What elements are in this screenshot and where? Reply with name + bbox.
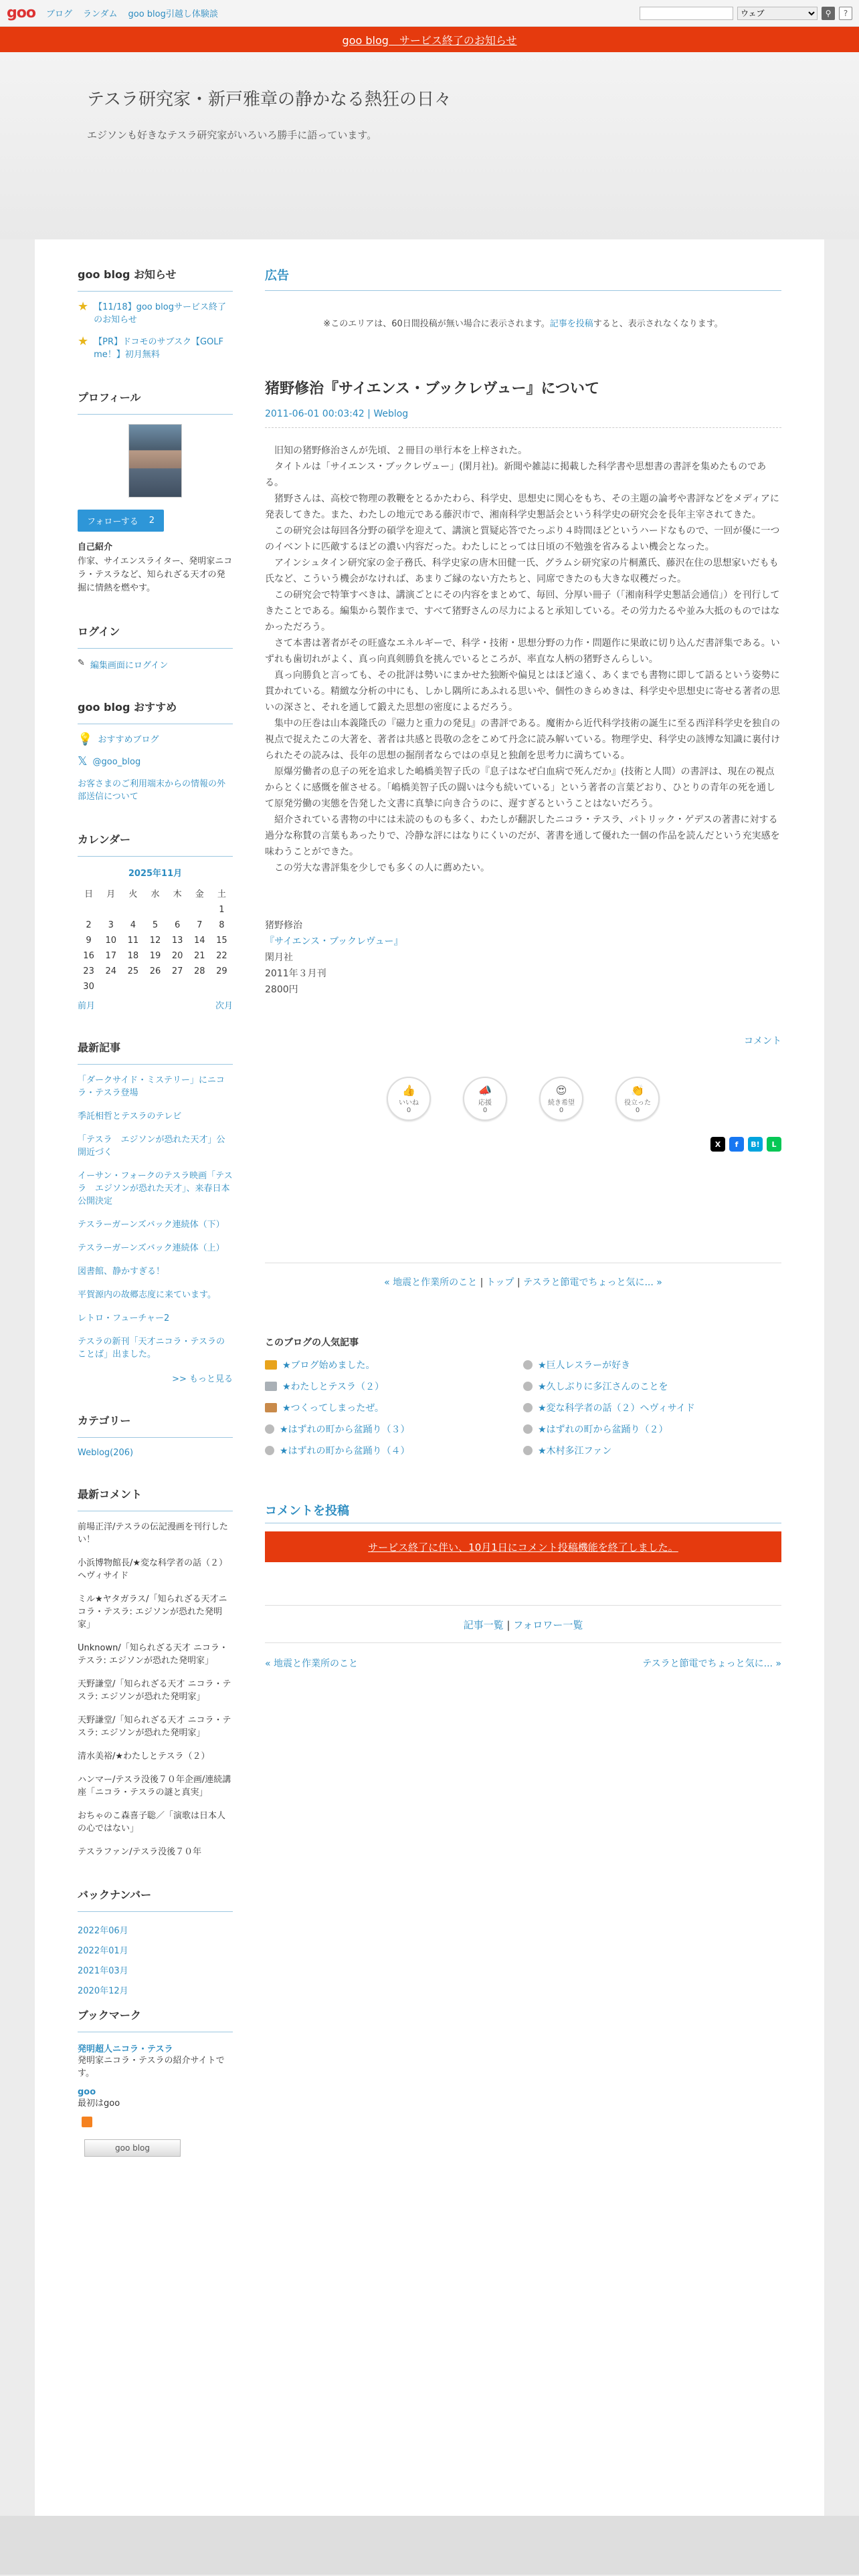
rank-dot-icon [523,1382,533,1391]
blog-header [0,52,859,239]
follower-count: 2 [149,516,155,526]
calendar-day: 17 [105,951,116,961]
login-heading: ログイン [78,623,233,649]
comments-section [78,1486,233,1858]
reaction-count: 0 [406,1106,411,1114]
news-item [78,301,233,326]
calendar-day [144,979,166,994]
sidebar [78,266,233,2476]
comment-closed-banner [265,1531,781,1562]
calendar-day: 6 [174,920,181,930]
intro-text: 作家、サイエンスライター、発明家ニコラ・テスラなど、知られざる天才の発掘に情熱を燃やす。 [78,556,233,593]
calendar-day: 16 [83,951,94,961]
book-author: 猪野修治 [265,920,302,931]
calendar-day [167,979,189,994]
star-icon: ★ [78,334,89,348]
entry-title[interactable]: 猪野修治『サイエンス・ブックレヴュー』について [265,381,600,397]
category-section [78,1412,233,1458]
weekday: 火 [128,889,138,899]
backnumber-link[interactable]: 2021年03月 [78,1966,128,1976]
calendar-day: 25 [127,966,139,976]
top-search [640,7,852,20]
popular-item [523,1380,781,1393]
hatena-share-icon[interactable]: B! [748,1137,763,1152]
calendar-day: 15 [216,936,227,946]
recent-comment[interactable]: 天野謙堂/「知られざる天才 ニコラ・テスラ: エジソンが恐れた発明家」 [78,1679,231,1702]
rank-dot-icon [265,1446,274,1455]
entry-paragraph: この研究会は毎回各分野の碩学を迎えて、講演と質疑応答でたっぷり４時間ほどというハードなもので、一回が優に一つのイベントに匹敵するほどの濃い内容だった。わたしにとっては日頃の不勉強を省みるよい機会となった。 [265,526,780,552]
popular-article-link[interactable]: ★木村多江ファン [538,1446,612,1457]
popular-article-link[interactable]: ★はずれの町から盆踊り（４） [280,1446,410,1457]
calendar-day: 19 [149,951,161,961]
popular-article-link[interactable]: ★久しぶりに多江さんのことを [538,1382,668,1392]
entry-paragraph: 旧知の猪野修治さんが先頃、２冊目の単行本を上梓された。 [274,445,527,456]
main-content [265,266,781,2476]
calendar-day: 1 [219,905,225,915]
pencil-icon: ✎ [78,658,85,668]
megaphone-icon: 📣 [478,1083,492,1097]
backnumber-list[interactable] [78,1921,233,1996]
calendar-day: 12 [149,936,161,946]
facebook-share-icon[interactable]: f [729,1137,744,1152]
goo-blog-badge[interactable]: goo blog [84,2139,181,2157]
calendar-day: 10 [105,936,116,946]
service-end-notice-link[interactable]: goo blog サービス終了のお知らせ [342,33,517,47]
rank-dot-icon [265,1424,274,1434]
entry-paragraph: 集中の圧巻は山本義隆氏の『磁力と重力の発見』の書評である。魔術から近代科学技術の誕生に至る西洋科学史を独自の視点で捉えたこの大著を、著者は共感と畏敬の念をこめて丹念に読み解いている。物理学史、科学史の該博な知識に裏付けられたその読みは、長年の思想の掘削者ならではの卓見と独創を思考力に満ちている。 [265,718,780,761]
book-date: 2011年３月刊 [265,968,326,979]
rank-dot-icon [523,1446,533,1455]
entry-date: 2011-06-01 00:03:42 [265,409,365,419]
recent-comment[interactable]: 前場正洋/テスラの伝記漫画を刊行したい！ [78,1522,228,1545]
weekday: 金 [195,889,204,899]
prev-next-nav [265,1656,781,1670]
comments-heading: 最新コメント [78,1486,233,1511]
recent-article-link[interactable]: イーサン・フォークのテスラ映画「テスラ エジソンが恐れた天才」、来春日本公開決定 [78,1171,233,1206]
search-icon[interactable]: ⚲ [822,7,835,20]
nav-blog[interactable]: ブログ [45,9,72,19]
backnumber-link[interactable]: 2022年06月 [78,1926,128,1936]
recent-comment[interactable]: おちゃのこ森喜子聡／「演歌は日本人の心ではない」 [78,1811,226,1834]
rank-dot-icon [523,1360,533,1370]
intro-heading: 自己紹介 [78,542,113,552]
rank-dot-icon [523,1424,533,1434]
heart-eyes-icon: 😍 [555,1083,567,1097]
backnumber-heading: バックナンバー [78,1887,233,1912]
calendar-day: 14 [194,936,205,946]
weekday: 木 [173,889,182,899]
popular-article-link[interactable]: ★はずれの町から盆踊り（２） [538,1424,668,1435]
recent-article-link[interactable]: テスラの新刊「天才ニコラ・テスラのことば」出ました。 [78,1337,225,1360]
reactions [265,1077,781,1121]
popular-article-link[interactable]: ★ブログ始めました。 [282,1360,375,1371]
calendar-day: 4 [130,920,136,930]
bookmark-link[interactable]: goo [78,2087,96,2097]
ad-note-text: すると、表示されなくなります。 [593,319,723,329]
recent-article-link[interactable]: 季託相哲とテスラのテレビ [78,1111,182,1121]
popular-article-link[interactable]: ★変な科学者の話（２）ヘヴィサイド [538,1403,695,1414]
calendar-day: 11 [127,936,139,946]
reaction-count: 0 [635,1106,640,1114]
login-link[interactable]: 編集画面にログイン [90,661,169,671]
calendar-day [211,979,233,994]
calendar-day [100,979,122,994]
calendar-day: 27 [171,966,183,976]
prev-entry-link[interactable]: « 地震と作業所のこと [265,1658,359,1669]
reaction-helpful-button[interactable] [615,1077,660,1121]
next-month-link[interactable]: 次月 [215,1001,233,1011]
calendar-day: 18 [127,951,139,961]
recommend-item [78,778,233,803]
line-share-icon[interactable]: L [767,1137,781,1152]
calendar-day [189,902,211,918]
calendar-day: 30 [83,982,94,992]
help-icon[interactable]: ? [839,7,852,20]
rss-icon[interactable] [82,2117,92,2127]
comment-closed-link[interactable]: サービス終了に伴い、10月1日にコメント投稿機能を終了しました。 [368,1541,678,1553]
reaction-label: 役立った [624,1099,651,1107]
recent-article-link[interactable]: レトロ・フューチャー2 [78,1313,170,1323]
popular-item [265,1380,523,1393]
calendar-day [100,902,122,918]
reaction-like-button[interactable] [387,1077,431,1121]
recommend-link[interactable]: @goo_blog [92,757,141,767]
recent-article-link[interactable]: 平賀源内の故郷志度に来ています。 [78,1290,216,1300]
popular-item [265,1358,523,1372]
news-heading: goo blog お知らせ [78,266,233,292]
bookmark-desc: 最初はgoo [78,2099,120,2109]
calendar-day [122,979,144,994]
bulb-icon: 💡 [78,732,93,746]
calendar-day: 13 [171,936,183,946]
entry-paragraph: 紹介されている書物の中には未読のものも多く、わたしが翻訳したニコラ・テスラ、パトリック・ゲデスの著書に対する過分な称賛の言葉もあったりで、冷静な評にはなりにくいのだが、著書を通して優れた一個の作品を読んだという充実感を味わうことができた。 [265,815,780,857]
entry-paragraph: タイトルは「サイエンス・ブックレヴュー」(閑月社)。新聞や雑誌に掲載した科学書や思想書の書評を集めたものである。 [265,461,767,488]
calendar-month[interactable]: 2025年11月 [128,869,183,879]
reaction-count: 0 [482,1106,488,1114]
weekday: 月 [106,889,116,899]
calendar-day: 22 [216,951,227,961]
backnumber-link[interactable]: 2022年01月 [78,1946,128,1956]
blog-description: エジソンも好きなテスラ研究家がいろいろ勝手に語っています。 [87,129,377,141]
rank-dot-icon [523,1403,533,1412]
calendar-day: 3 [108,920,114,930]
page-body [35,239,824,2516]
calendar-day: 23 [83,966,94,976]
calendar-day: 5 [152,920,159,930]
calendar-heading: カレンダー [78,831,233,857]
news-link[interactable]: 【11/18】goo blogサービス終了のお知らせ [94,302,226,325]
bookmark-link[interactable]: 発明超人ニコラ・テスラ [78,2044,173,2054]
popular-article-link[interactable]: ★巨人レスラーが好き [538,1360,631,1371]
entry-paragraph: さて本書は著者がその旺盛なエネルギーで、科学・技術・思想分野の力作・問題作に果敢に切り込んだ書評集である。いずれも歯切れがよく、真っ向真剣勝負を挑んでいるところが、率直な人柄の猪野さんらしい。 [265,638,780,665]
clap-icon: 👏 [631,1083,644,1097]
nav-migration-stories[interactable]: goo blog引越し体験談 [128,9,218,19]
ad-heading: 広告 [265,266,781,291]
recent-comment[interactable]: テスラファン/テスラ没後７０年 [78,1847,202,1857]
entry-paragraph: アインシュタイン研究家の金子務氏、科学史家の唐木田健一氏、グラムシ研究家の片桐薫氏、藤沢在住の思想家いだもも氏など、こういう機会がなければ、あまりご縁のない方たちと、同席できたのも大きな収穫だった。 [265,558,779,584]
popular-heading: このブログの人気記事 [265,1337,359,1348]
popular-item [265,1444,523,1457]
prev-entry-link[interactable]: « 地震と作業所のこと [384,1277,478,1288]
entry-nav: « 地震と作業所のこと | トップ | テスラと節電でちょっと気に... » [265,1263,781,1289]
news-section [78,266,233,361]
calendar-day: 26 [149,966,161,976]
nav-random[interactable]: ランダム [83,9,118,19]
entry-paragraph: この労大な書評集を少しでも多くの人に薦めたい。 [274,863,490,873]
popular-item [265,1422,523,1436]
follow-label: フォローする [87,517,138,527]
blog-title[interactable]: テスラ研究家・新戸雅章の静かなる熱狂の日々 [87,90,452,110]
profile-section [78,389,233,595]
recent-article-link[interactable]: テスラーガーンズバック連続体（上） [78,1243,225,1253]
book-price: 2800円 [265,984,298,995]
reaction-more-button[interactable] [539,1077,583,1121]
popular-article-link[interactable]: ★はずれの町から盆踊り（３） [280,1424,410,1435]
entry-paragraph: 真っ向勝負と言っても、その批評は勢いにまかせた独断や偏見とはほど遠く、あくまでも書物に即して語るという姿勢に貫かれている。精緻な分析の中にも、しかし隅所にあふれる思いや、個性のきらめきは、科学史や思想史に寄せる著者の思いの深さと、それを通して鍛えた思想の密度によるだろう。 [265,670,780,713]
recommend-item [78,734,233,746]
calendar-day [167,902,189,918]
recent-comment[interactable]: 天野謙堂/「知られざる天才 ニコラ・テスラ: エジソンが恐れた発明家」 [78,1715,231,1738]
calendar-day: 29 [216,966,227,976]
reaction-cheer-button[interactable] [463,1077,507,1121]
search-input[interactable] [640,7,733,20]
calendar-nav [78,998,233,1011]
entry-category-link[interactable]: Weblog [373,409,409,419]
calendar-section [78,831,233,1011]
category-heading: カテゴリー [78,1412,233,1438]
popular-list [265,1358,781,1457]
news-link[interactable]: 【PR】ドコモのサブスク【GOLF me！】初月無料 [94,337,223,360]
recent-article-link[interactable]: 「テスラ エジソンが恐れた天才」公開近づく [78,1135,225,1158]
calendar-day [78,902,100,918]
popular-item [265,1401,523,1414]
profile-heading: プロフィール [78,389,233,415]
bookmark-desc: 発明家ニコラ・テスラの紹介サイトです。 [78,2056,225,2078]
recent-comment[interactable]: ミル★ヤタガラス/「知られざる天才ニコラ・テスラ: エジソンが恐れた発明家」 [78,1594,227,1630]
follow-button[interactable] [78,510,164,532]
reaction-label: 応援 [478,1099,492,1107]
thumbs-up-icon: 👍 [402,1083,415,1097]
calendar-day [122,902,144,918]
goo-logo[interactable]: goo [7,5,35,21]
more-articles-link[interactable]: >> もっと見る [172,1374,233,1384]
weekday: 水 [151,889,160,899]
entry-paragraph: 原爆労働者の息子の死を追求した嶋橋美智子氏の『息子はなぜ白血病で死んだか』(技術と人間）の書評は、現在の視点からとくに感慨を催させる。「嶋橋美智子氏の闘いは今も続いている」という著者の言葉どおり、ひとりの青年の死を通して原発労働の実態を告発した文書に真摯に向き合うのに、遅すぎるということはないだろう。 [265,766,775,809]
calendar-day [144,902,166,918]
entry-paragraph: 猪野さんは、高校で物理の教鞭をとるかたわら、科学史、思想史に関心をもち、その主題の論考や書評などをメディアに発表してきた。また、わたしの地元である藤沢市で、湘南科学史懇話会という科学史の研究会を長年主宰されてきた。 [265,494,779,520]
footer [0,2516,859,2575]
popular-item [523,1358,781,1372]
recent-section [78,1039,233,1384]
bookmark-section [78,2007,233,2157]
ad-note-text: ※このエリアは、60日間投稿が無い場合に表示されます。 [323,319,550,329]
entry-body [265,443,781,876]
recent-heading: 最新記事 [78,1039,233,1065]
popular-item [523,1422,781,1436]
next-entry-link[interactable]: テスラと節電でちょっと気に... » [642,1658,781,1669]
calendar-day: 20 [171,951,183,961]
x-icon: 𝕏 [78,754,88,768]
login-item [78,658,233,671]
bookmark-heading: ブックマーク [78,2007,233,2032]
calendar-day: 9 [86,936,92,946]
crown-icon [265,1403,277,1412]
reaction-count: 0 [559,1106,564,1114]
category-link[interactable]: Weblog(206) [78,1448,134,1458]
recommend-link[interactable]: お客さまのご利用端末からの情報の外部送信について [78,779,226,802]
news-item [78,336,233,361]
book-publisher: 閑月社 [265,952,293,963]
recent-comment[interactable]: 清水美裕/★わたしとテスラ（２） [78,1751,210,1761]
crown-icon [265,1360,277,1370]
calendar-day: 8 [219,920,225,930]
recommend-heading: goo blog おすすめ [78,699,233,724]
top-bar [0,0,859,27]
recommend-item [78,756,233,768]
recent-comment[interactable]: 小浜博物館長/★変な科学者の話（２）ヘヴィサイド [78,1558,228,1581]
backnumber-section [78,1887,233,1996]
calendar [78,866,233,994]
recommend-section [78,699,233,803]
calendar-day: 2 [86,920,92,930]
calendar-day: 7 [197,920,203,930]
follower-list-link[interactable]: フォロワー一覧 [513,1619,583,1631]
search-scope-select[interactable] [737,7,818,20]
calendar-day: 24 [105,966,116,976]
ad-note [265,316,781,329]
comment-link[interactable]: コメント [744,1036,781,1047]
article-list-link[interactable]: 記事一覧 [463,1619,504,1631]
popular-item [523,1444,781,1457]
top-link[interactable]: トップ [486,1277,514,1288]
weekday: 土 [217,889,226,899]
recent-article-link[interactable]: 「ダークサイド・ミステリー」にニコラ・テスラ登場 [78,1075,225,1098]
entry-paragraph: この研究会で特筆すべきは、講演ごとにその内容をまとめて、毎回、分厚い冊子（「湘南科学史懇話会通信」）を刊行してきたことである。編集から製作まで、すべて猪野さんの尽力によると承知している。その労力たるや並み大抵のものではなかっただろう。 [265,590,780,633]
weekday: 日 [84,889,94,899]
book-info [265,918,781,998]
crown-icon [265,1382,277,1391]
calendar-day [189,979,211,994]
recommend-link[interactable]: おすすめブログ [98,735,159,745]
login-section [78,623,233,671]
calendar-day: 21 [194,951,205,961]
profile-avatar[interactable] [128,424,182,498]
post-comment-heading: コメントを投稿 [265,1501,781,1523]
top-nav [46,7,218,19]
recent-article-link[interactable]: テスラーガーンズバック連続体（下） [78,1220,225,1230]
book-title-link[interactable]: 『サイエンス・ブックレヴュー』 [265,936,403,947]
entry-meta: 2011-06-01 00:03:42 | Weblog [265,409,781,428]
calendar-day: 28 [194,966,205,976]
share-row [265,1137,781,1152]
list-links: 記事一覧 | フォロワー一覧 [265,1605,781,1643]
reaction-label: いいね [399,1099,419,1107]
recent-article-link[interactable]: 図書館、静かすぎる！ [78,1267,165,1277]
recent-comment[interactable]: ハンマー/テスラ没後７０年企画/連続講座「ニコラ・テスラの謎と真実」 [78,1775,231,1798]
next-entry-link[interactable]: テスラと節電でちょっと気に... » [523,1277,662,1288]
post-article-link[interactable]: 記事を投稿 [549,319,593,329]
recent-comment[interactable]: Unknown/「知られざる天才 ニコラ・テスラ: エジソンが恐れた発明家」 [78,1643,228,1666]
reaction-label: 続き希望 [548,1099,575,1107]
popular-article-link[interactable]: ★わたしとテスラ（２） [282,1382,384,1392]
backnumber-link[interactable]: 2020年12月 [78,1986,128,1996]
x-share-icon[interactable]: X [710,1137,725,1152]
popular-item [523,1401,781,1414]
prev-month-link[interactable]: 前月 [78,1001,96,1011]
popular-article-link[interactable]: ★つくってしまったぜ。 [282,1403,384,1414]
star-icon: ★ [78,300,89,314]
service-notice-bar [0,27,859,52]
